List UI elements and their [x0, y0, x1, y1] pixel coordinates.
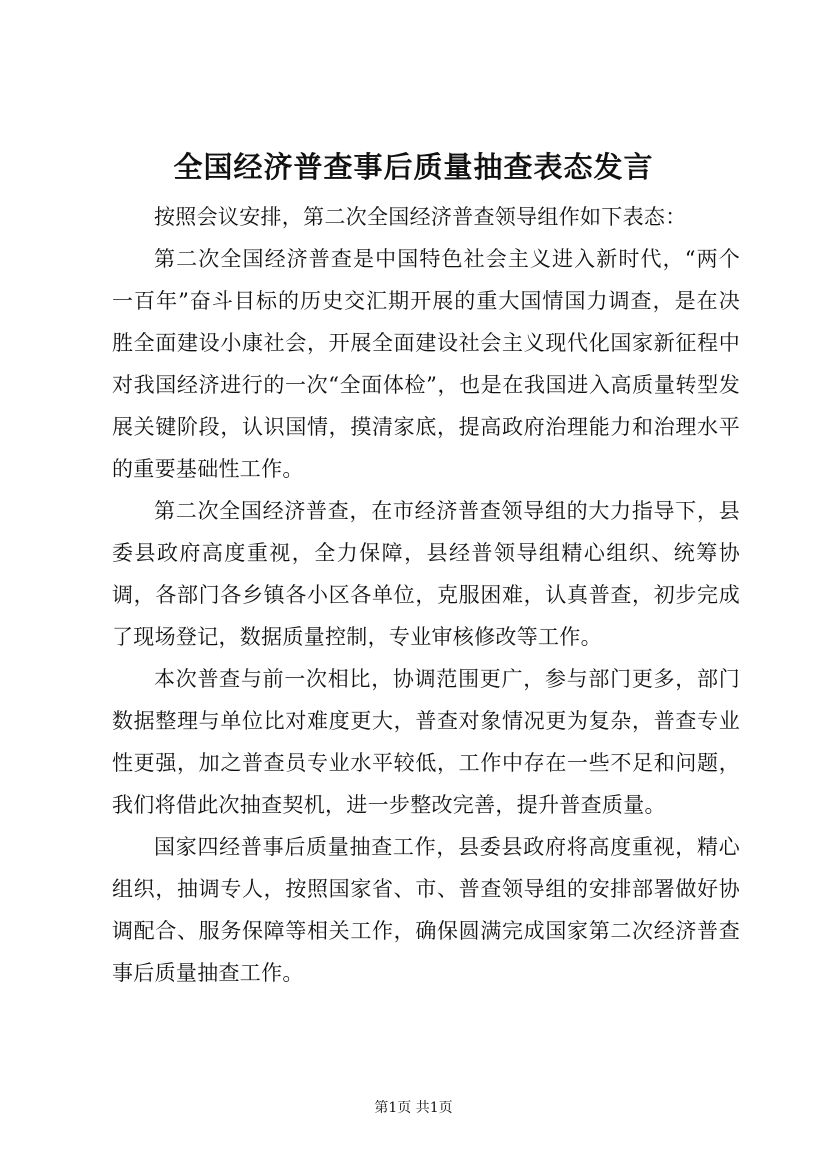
paragraph-2: 第二次全国经济普查是中国特色社会主义进入新时代，“两个一百年”奋斗目标的历史交汇期开展的重大国情国力调查，是在决胜全面建设小康社会，开展全面建设社会主义现代化国家新征程中对我国经济进行的一次“全面体检”，也是在我国进入高质量转型发展关键阶段，认识国情，摸清家底，提高政府治理能力和治理水平的重要基础性工作。	[112, 247, 740, 481]
paragraph-3: 第二次全国经济普查，在市经济普查领导组的大力指导下，县委县政府高度重视，全力保障，县经普领导组精心组织、统筹协调，各部门各乡镇各小区各单位，克服困难，认真普查，初步完成了现场登记，数据质量控制，专业审核修改等工作。	[112, 499, 740, 649]
paragraph-1: 按照会议安排，第二次全国经济普查领导组作如下表态：	[154, 205, 687, 229]
page-footer: 第1页 共1页	[374, 1100, 453, 1116]
document-body	[112, 196, 740, 994]
document-title: 全国经济普查事后质量抽查表态发言	[173, 150, 654, 184]
paragraph-4: 本次普查与前一次相比，协调范围更广，参与部门更多，部门数据整理与单位比对难度更大，普查对象情况更为复杂，普查专业性更强，加之普查员专业水平较低，工作中存在一些不足和问题，我们将借此次抽查契机，进一步整改完善，提升普查质量。	[112, 667, 740, 817]
paragraph-5: 国家四经普事后质量抽查工作，县委县政府将高度重视，精心组织，抽调专人，按照国家省、市、普查领导组的安排部署做好协调配合、服务保障等相关工作，确保圆满完成国家第二次经济普查事后质量抽查工作。	[112, 835, 740, 985]
